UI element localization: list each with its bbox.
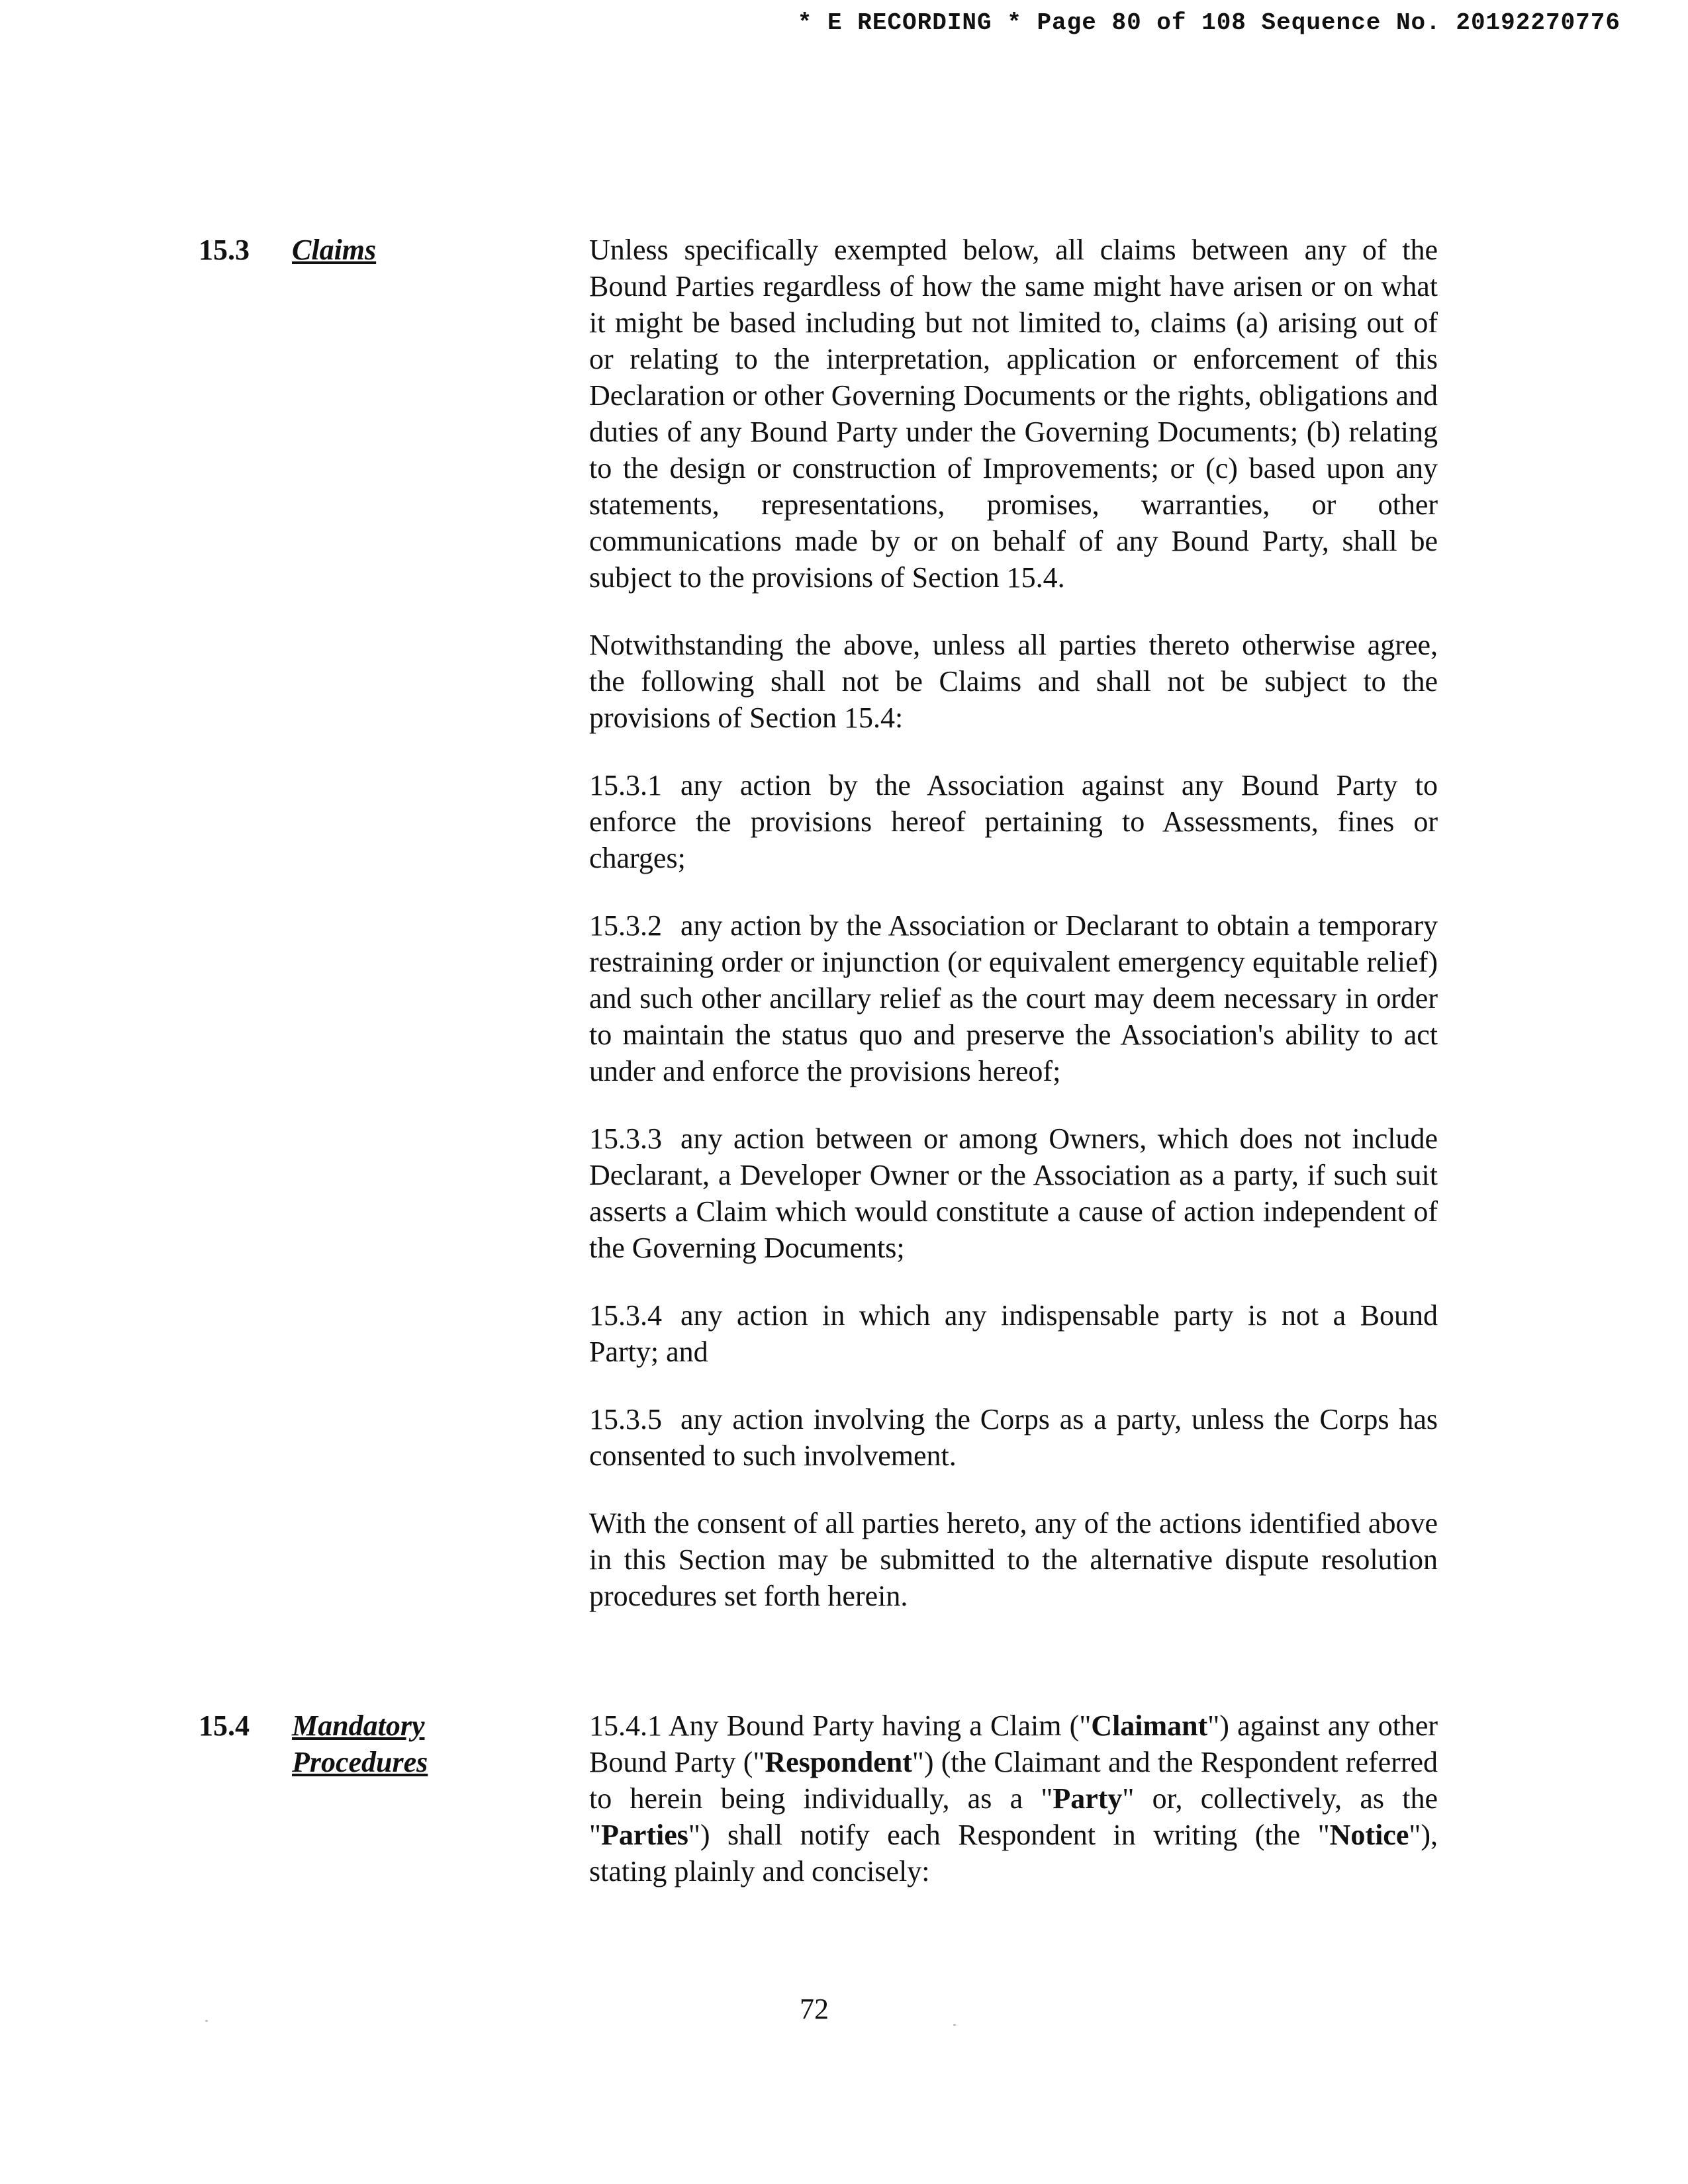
list-item-text: any action between or among Owners, which does not include Declarant, a Developer Owner or the Association as a party, if such suit asserts a Claim which would constitute a cause of action independent of the Governing Documents; [589, 1122, 1438, 1264]
defined-term-notice: Notice [1329, 1819, 1409, 1851]
text-run: "), stating plainly and concisely: [589, 1819, 1438, 1888]
page-number: 72 [800, 1993, 829, 2025]
section-15-4-title [292, 1707, 428, 1780]
section-15-3-final-paragraph: With the consent of all parties hereto, any of the actions identified above in this Section may be submitted to the alternative dispute resolution procedures set forth herein. [589, 1507, 1438, 1612]
section-15-4-number: 15.4 [199, 1709, 250, 1742]
list-item-15-3-2 [589, 907, 1438, 1089]
text-run: ") shall notify each Respondent in writing (the " [688, 1819, 1330, 1851]
list-item-number: 15.3.3 [589, 1122, 662, 1155]
section-15-3-title: Claims [292, 234, 377, 266]
list-item-15-3-3 [589, 1120, 1438, 1266]
section-15-4-title-line-1: Mandatory [292, 1709, 425, 1742]
list-item-number: 15.3.2 [589, 909, 662, 942]
section-15-3-paragraph-1: Unless specifically exempted below, all claims between any of the Bound Parties regardless of how the same might have arisen or on what it might be based including but not limited to, claims (a) arising out of or relating to the interpretation, application or enforcement of this Declaration or other Governing Documents or the rights, obligations and duties of any Bound Party under the Governing Documents; (b) relating to the design or construction of Improvements; or (c) based upon any statements, representations, promises, warranties, or other communications made by or on behalf of any Bound Party, shall be subject to the provisions of Section 15.4. [589, 234, 1438, 594]
list-item-15-3-4 [589, 1297, 1438, 1370]
text-run: Any Bound Party having a Claim (" [668, 1709, 1092, 1742]
list-item-text: any action in which any indispensable party is not a Bound Party; and [589, 1299, 1438, 1368]
list-item-15-4-1 [589, 1707, 1438, 1889]
defined-term-party: Party [1053, 1782, 1123, 1815]
list-item-number: 15.4.1 [589, 1709, 662, 1742]
text-run: " or, collectively, as the " [589, 1782, 1438, 1851]
list-item-number: 15.3.1 [589, 769, 662, 801]
list-item-15-3-1 [589, 767, 1438, 876]
scan-speck [953, 2024, 956, 2026]
defined-term-claimant: Claimant [1091, 1709, 1208, 1742]
section-15-3-number: 15.3 [199, 234, 250, 266]
text-run: ") against any other Bound Party (" [589, 1709, 1438, 1778]
section-15-4-body [589, 1707, 1438, 1889]
defined-term-respondent: Respondent [765, 1746, 912, 1778]
section-15-4-title-line-2: Procedures [292, 1746, 428, 1778]
scan-speck [205, 2020, 208, 2022]
list-item-number: 15.3.4 [589, 1299, 662, 1332]
list-item-text: any action by the Association or Declarant to obtain a temporary restraining order or injunction (or equivalent emergency equitable relief) and such other ancillary relief as the court may deem necessary in order to maintain the status quo and preserve the Association's ability to act under and enforce the provisions hereof; [589, 909, 1438, 1087]
list-item-text: any action involving the Corps as a party, unless the Corps has consented to such involvement. [589, 1403, 1438, 1472]
recording-header: * E RECORDING * Page 80 of 108 Sequence No. 20192270776 [797, 9, 1620, 36]
defined-term-parties: Parties [600, 1819, 688, 1851]
section-15-3-body [589, 232, 1438, 1614]
list-item-15-3-5 [589, 1401, 1438, 1474]
section-15-3-paragraph-2: Notwithstanding the above, unless all parties thereto otherwise agree, the following shall not be Claims and shall not be subject to the provisions of Section 15.4: [589, 629, 1438, 734]
list-item-text: any action by the Association against any Bound Party to enforce the provisions hereof pertaining to Assessments, fines or charges; [589, 769, 1438, 874]
list-item-number: 15.3.5 [589, 1403, 662, 1435]
text-run: ") (the Claimant and the Respondent referred to herein being individually, as a " [589, 1746, 1438, 1815]
